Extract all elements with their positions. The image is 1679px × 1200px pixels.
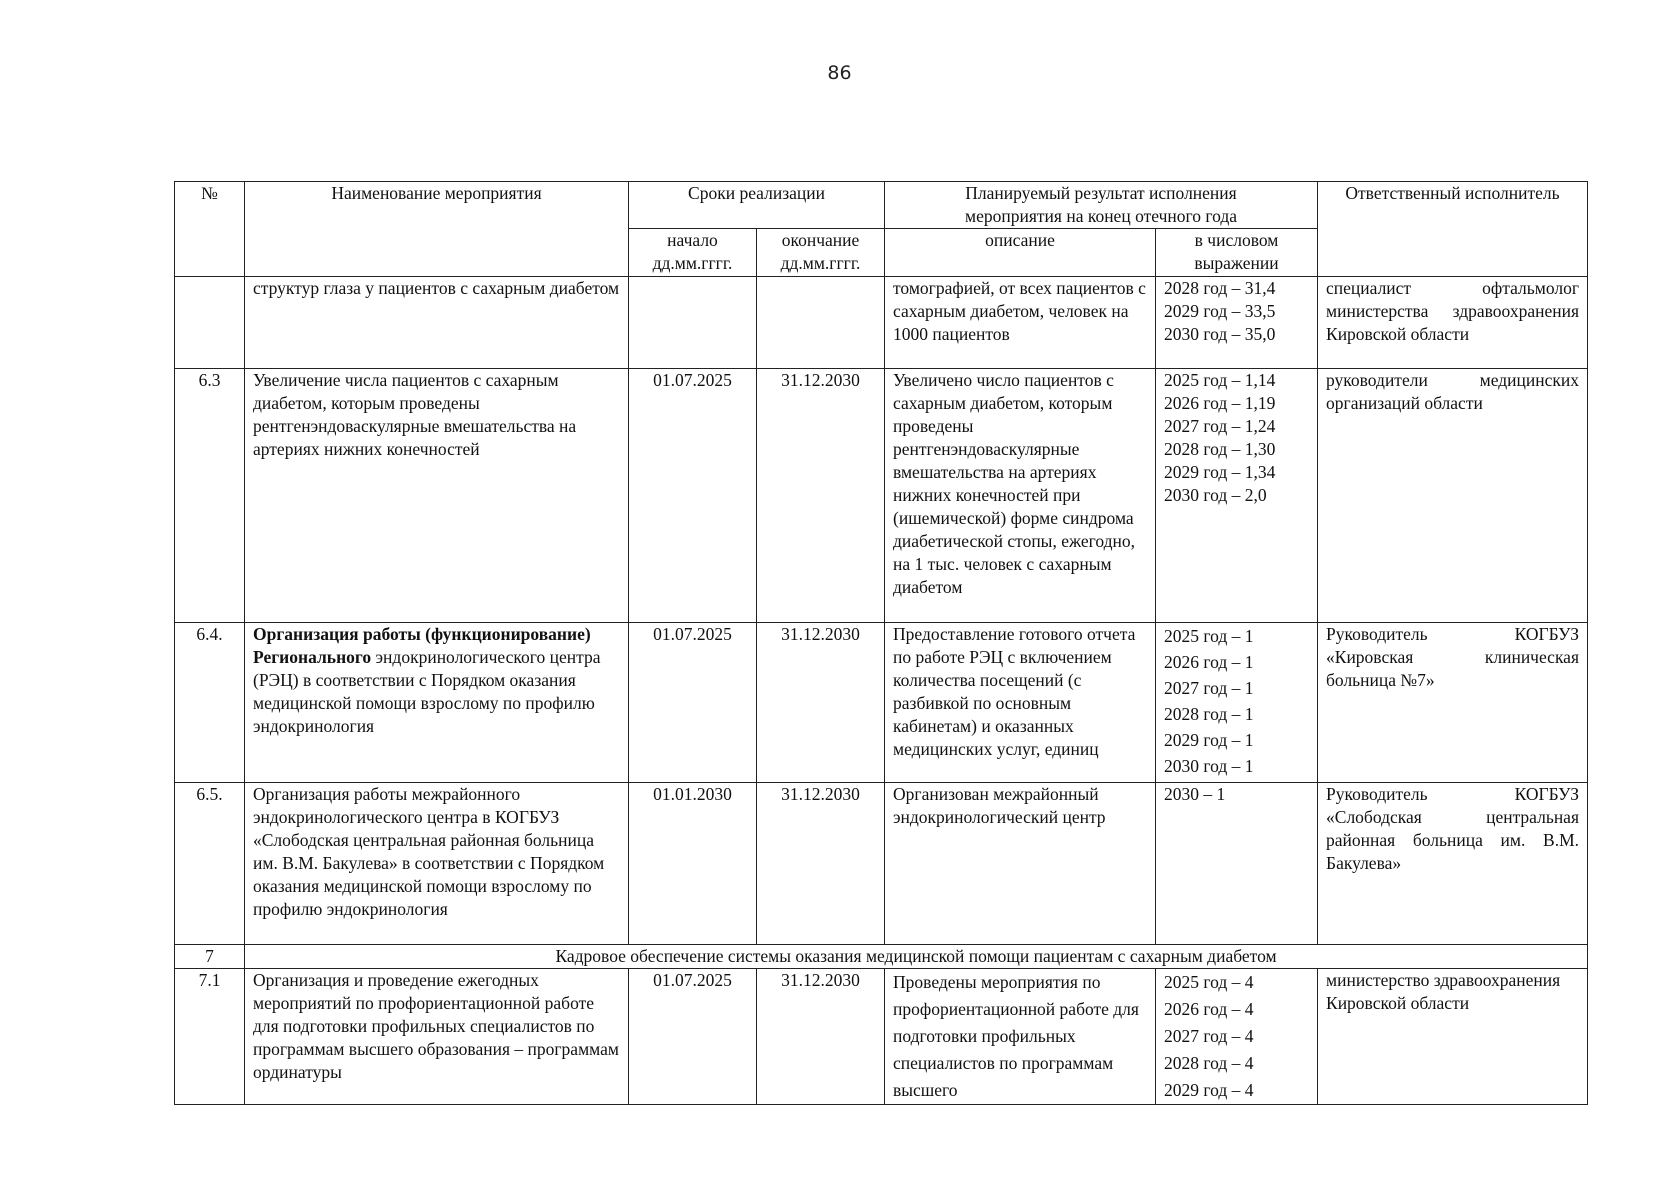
row-name: Организация работы межрайонного эндокринологического центра в КОГБУЗ «Слободская центральная районная больница им. В.М. Бакулева» в соответствии с Порядком оказания медицинской помощи взрослому по профилю эндокринология (245, 783, 629, 945)
table-row (175, 277, 1588, 369)
row-num: 6.3 (175, 369, 245, 623)
row-description: томографией, от всех пациентов с сахарным диабетом, человек на 1000 пациентов (885, 277, 1156, 369)
row-name (245, 623, 629, 783)
value-line: 2027 год – 1 (1164, 678, 1254, 698)
row-description (885, 969, 1156, 1105)
value-line: 2028 год – 1 (1164, 704, 1254, 724)
row-num (175, 277, 245, 369)
value-line: 2025 год – 4 (1164, 972, 1254, 992)
value-line: 2025 год – 1 (1164, 626, 1254, 646)
row-end (757, 277, 885, 369)
value-line: 2030 год – 35,0 (1164, 324, 1276, 344)
row-start: 01.07.2025 (629, 623, 757, 783)
header-result: Планируемый результат исполнения мероприятия на конец отечного года (885, 182, 1318, 229)
value-line: 2027 год – 1,24 (1164, 416, 1276, 436)
value-line: 2028 год – 1,30 (1164, 439, 1276, 459)
value-line: 2030 – 1 (1164, 784, 1226, 804)
row-end: 31.12.2030 (757, 623, 885, 783)
value-line: 2030 год – 1 (1164, 756, 1254, 776)
value-line: 2029 год – 33,5 (1164, 301, 1276, 321)
row-name: Организация и проведение ежегодных мероприятий по профориентационной работе для подготовки профильных специалистов по программам высшего образования – программам ординатуры (245, 969, 629, 1105)
header-numeric: в числовом выражении (1156, 229, 1318, 277)
row-num: 6.5. (175, 783, 245, 945)
row-responsible: специалист офтальмолог министерства здравоохранения Кировской области (1318, 277, 1588, 369)
row-responsible: министерство здравоохранения Кировской области (1318, 969, 1588, 1105)
value-line: 2026 год – 1 (1164, 652, 1254, 672)
header-responsible: Ответственный исполнитель (1318, 182, 1588, 277)
row-end: 31.12.2030 (757, 969, 885, 1105)
value-line: 2029 год – 4 (1164, 1080, 1254, 1100)
row-start: 01.07.2025 (629, 969, 757, 1105)
row-name: структур глаза у пациентов с сахарным диабетом (245, 277, 629, 369)
value-line: 2027 год – 4 (1164, 1026, 1254, 1046)
table-row (175, 623, 1588, 783)
header-row-1 (175, 182, 1588, 229)
row-values (1156, 369, 1318, 623)
row-values (1156, 783, 1318, 945)
row-start: 01.07.2025 (629, 369, 757, 623)
section-title: Кадровое обеспечение системы оказания медицинской помощи пациентам с сахарным диабетом (245, 945, 1588, 969)
row-name: Увеличение числа пациентов с сахарным диабетом, которым проведены рентгенэндоваскулярные вмешательства на артериях нижних конечностей (245, 369, 629, 623)
value-line: 2026 год – 4 (1164, 999, 1254, 1019)
row-name-rest: эндокринологического центра (РЭЦ) в соответствии с Порядком оказания медицинской помощи взрослому по профилю эндокринология (253, 647, 601, 736)
header-name: Наименование мероприятия (245, 182, 629, 277)
row-start (629, 277, 757, 369)
value-line: 2028 год – 4 (1164, 1053, 1254, 1073)
header-terms: Сроки реализации (629, 182, 885, 229)
row-values (1156, 623, 1318, 783)
row-values (1156, 277, 1318, 369)
table-row (175, 783, 1588, 945)
row-responsible: руководители медицинских организаций области (1318, 369, 1588, 623)
value-line: 2030 год – 2,0 (1164, 485, 1267, 505)
row-description: Организован межрайонный эндокринологический центр (885, 783, 1156, 945)
value-line: 2029 год – 1 (1164, 730, 1254, 750)
section-row (175, 945, 1588, 969)
row-description: Предоставление готового отчета по работе РЭЦ с включением количества посещений (с разбивкой по основным кабинетам) и оказанных медицинских услуг, единиц (885, 623, 1156, 783)
value-line: 2025 год – 1,14 (1164, 370, 1276, 390)
table-row (175, 969, 1588, 1105)
row-responsible: Руководитель КОГБУЗ «Кировская клиническая больница №7» (1318, 623, 1588, 783)
row-num: 6.4. (175, 623, 245, 783)
header-description: описание (885, 229, 1156, 277)
row-description: Увеличено число пациентов с сахарным диабетом, которым проведены рентгенэндоваскулярные вмешательства на артериях нижних конечностей при (ишемической) форме синдрома диабетической стопы, ежегодно, на 1 тыс. человек с сахарным диабетом (885, 369, 1156, 623)
row-num: 7 (175, 945, 245, 969)
row-responsible: Руководитель КОГБУЗ «Слободская центральная районная больница им. В.М. Бакулева» (1318, 783, 1588, 945)
row-description-text: Проведены мероприятия по профориентационной работе для подготовки профильных специалистов по программам высшего (893, 972, 1139, 1100)
header-num: № (175, 182, 245, 277)
measures-table (174, 181, 1588, 1105)
value-line: 2028 год – 31,4 (1164, 278, 1276, 298)
page-number: 86 (827, 62, 852, 84)
header-start: начало дд.мм.гггг. (629, 229, 757, 277)
row-name-bold: Организация работы (функционирование) Регионального (253, 624, 591, 667)
value-line: 2026 год – 1,19 (1164, 393, 1276, 413)
header-end: окончание дд.мм.гггг. (757, 229, 885, 277)
row-num: 7.1 (175, 969, 245, 1105)
table-row (175, 369, 1588, 623)
row-end: 31.12.2030 (757, 783, 885, 945)
row-values (1156, 969, 1318, 1105)
row-end: 31.12.2030 (757, 369, 885, 623)
row-start: 01.01.2030 (629, 783, 757, 945)
value-line: 2029 год – 1,34 (1164, 462, 1276, 482)
